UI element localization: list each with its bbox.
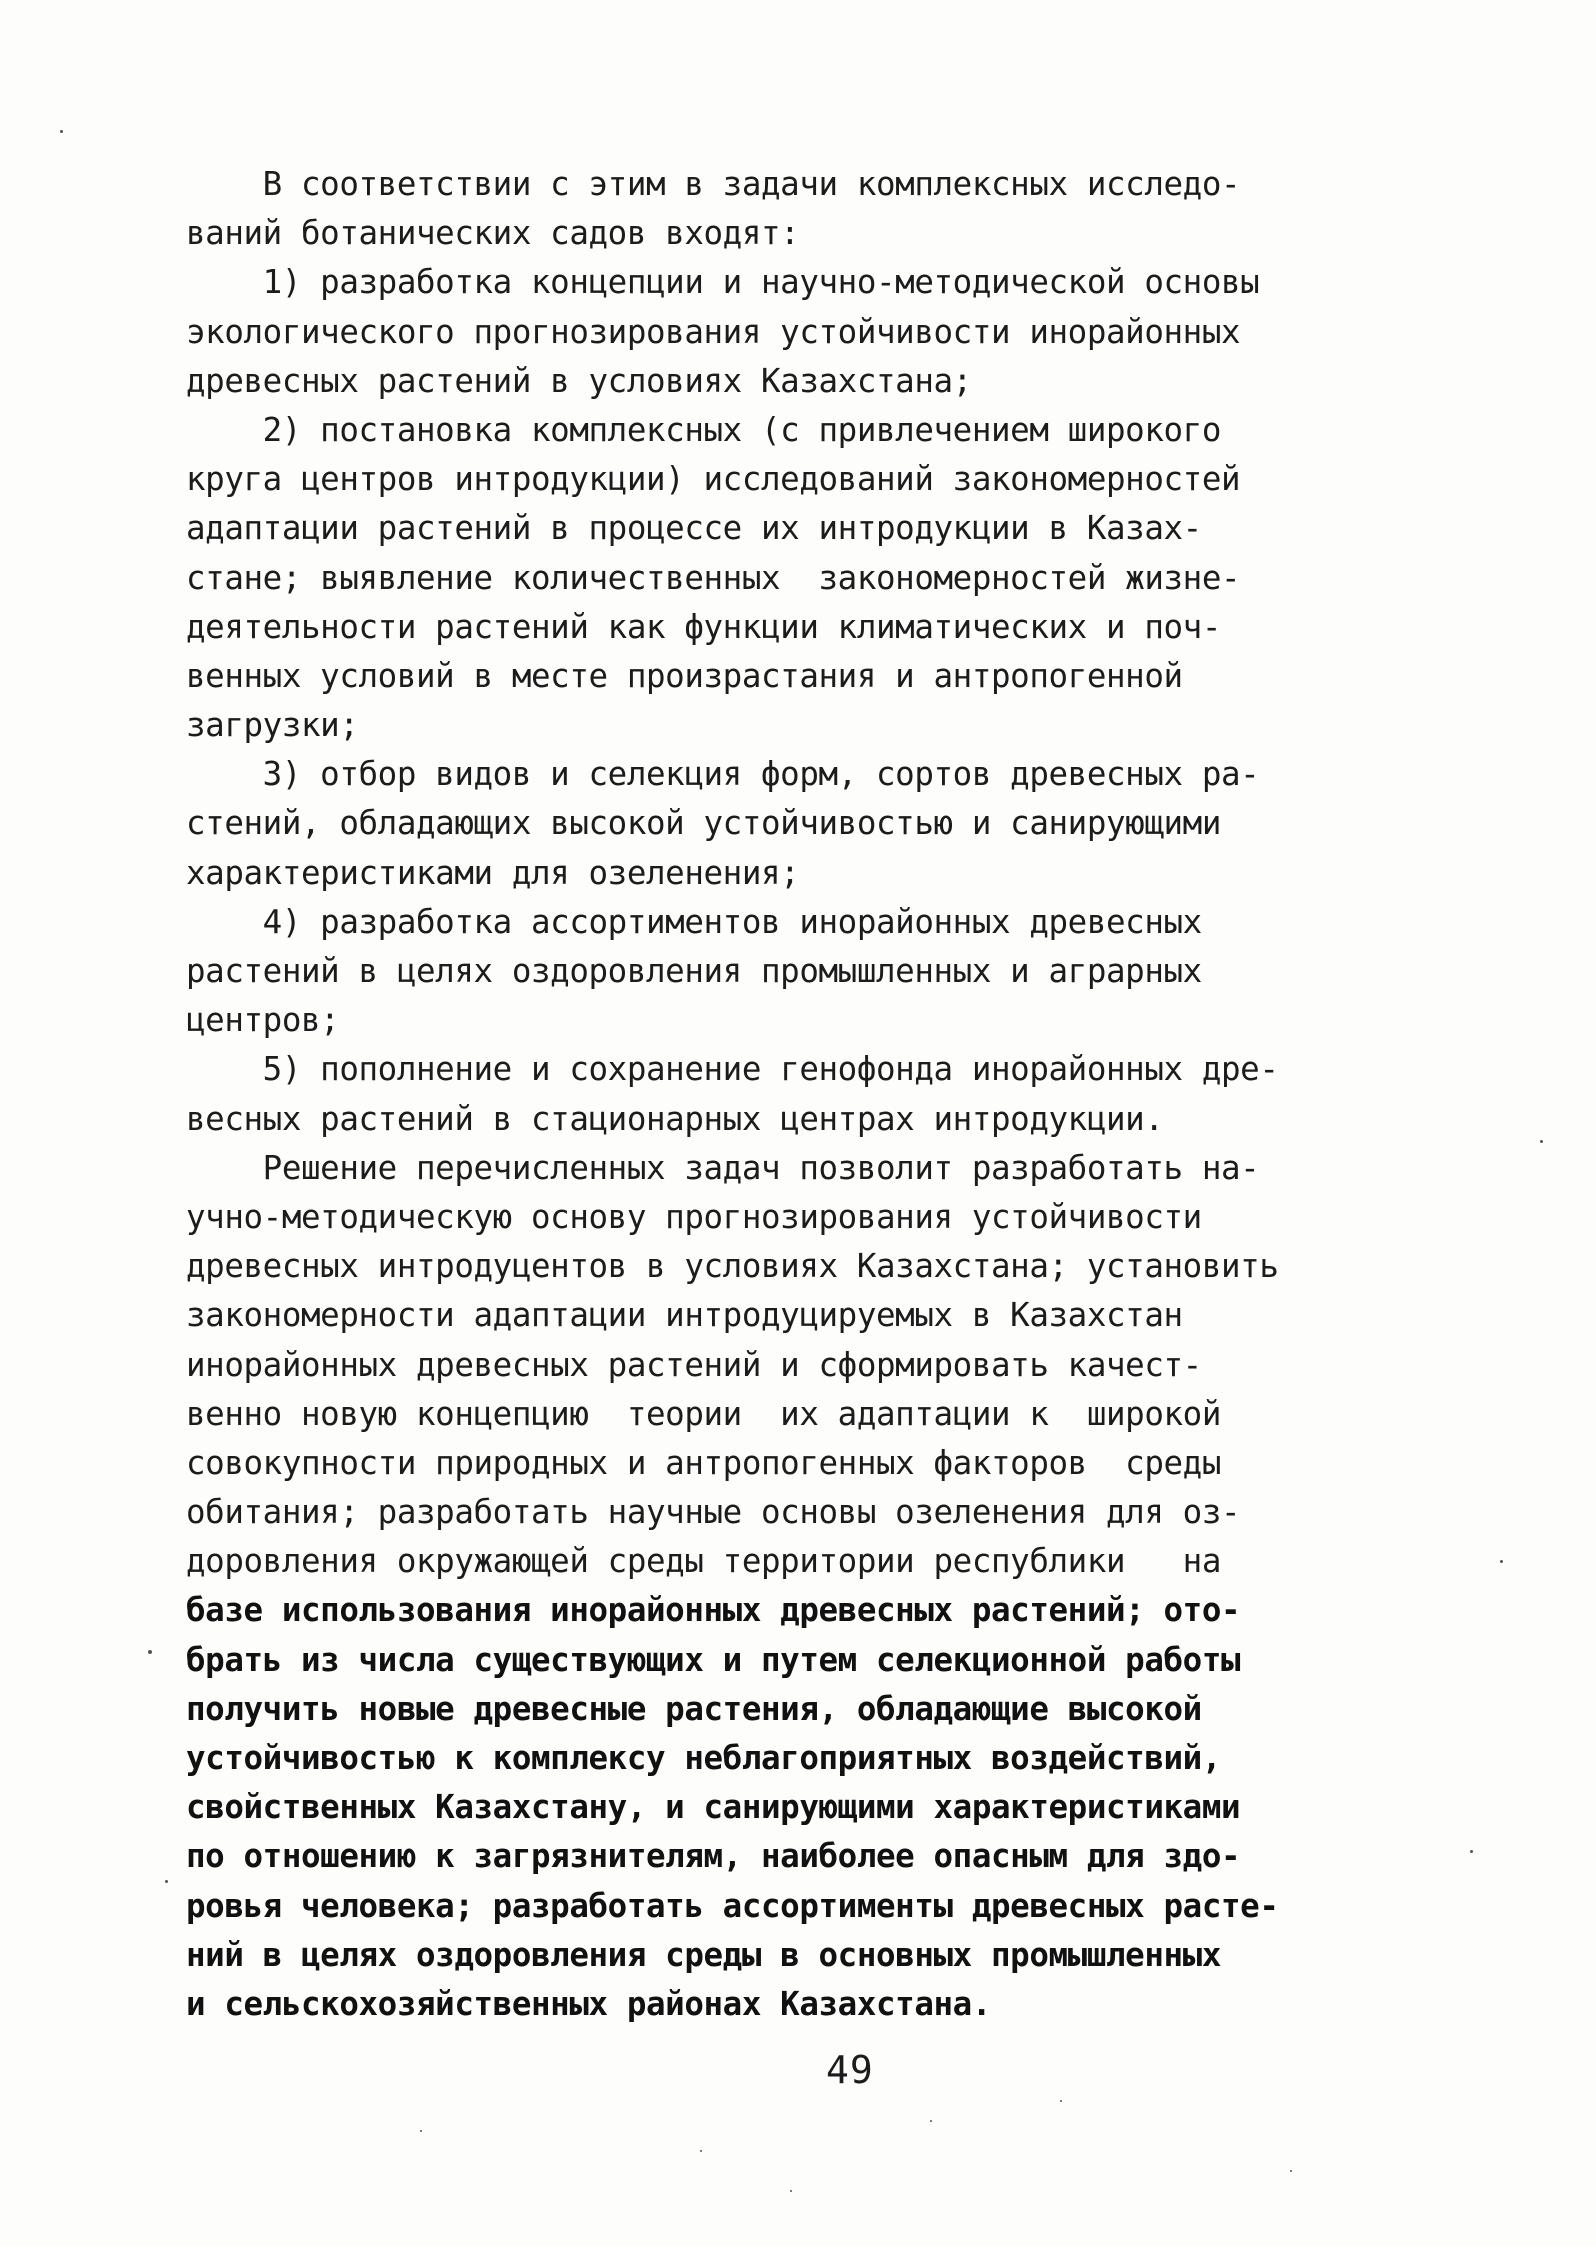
text-line: и сельскохозяйственных районах Казахстана. (186, 1984, 991, 2023)
scan-speck (148, 1650, 152, 1654)
body-text (186, 160, 1516, 2029)
text-line: круга центров интродукции) исследований закономерностей (186, 460, 1241, 499)
text-line: 4) разработка ассортиментов инорайонных древесных (186, 902, 1202, 941)
scan-speck (420, 2130, 422, 2132)
text-line: учно-методическую основу прогнозирования устойчивости (186, 1197, 1202, 1236)
text-line: древесных интродуцентов в условиях Казахстана; установить (186, 1247, 1279, 1286)
text-line: 1) разработка концепции и научно-методической основы (186, 263, 1260, 302)
text-line: адаптации растений в процессе их интродукции в Казах- (186, 509, 1202, 548)
text-line: обитания; разработать научные основы озеленения для оз- (186, 1493, 1241, 1532)
scan-speck (60, 130, 63, 133)
text-line: стане; выявление количественных закономерностей жизне- (186, 558, 1241, 597)
scan-speck (1060, 2100, 1062, 2102)
text-line: совокупности природных и антропогенных факторов среды (186, 1443, 1221, 1482)
text-line: стений, обладающих высокой устойчивостью и санирующими (186, 804, 1221, 843)
text-line: устойчивостью к комплексу неблагоприятных воздействий, (186, 1739, 1221, 1777)
text-line: доровления окружающей среды территории республики на (186, 1542, 1221, 1581)
text-line: ваний ботанических садов входят: (186, 214, 800, 253)
scan-speck (1470, 1850, 1473, 1853)
scan-speck (1500, 1560, 1503, 1563)
scan-speck (930, 2120, 932, 2122)
text-line: ровья человека; разработать ассортименты древесных расте- (186, 1886, 1279, 1925)
text-line: закономерности адаптации интродуцируемых в Казахстан (186, 1296, 1183, 1335)
text-line: по отношению к загрязнителям, наиболее опасным для здо- (186, 1837, 1241, 1876)
text-line: 3) отбор видов и селекция форм, сортов древесных ра- (186, 755, 1260, 794)
text-line: центров; (186, 1001, 340, 1040)
text-line: свойственных Казахстану, и санирующими характеристиками (186, 1788, 1241, 1827)
text-line: В соответствии с этим в задачи комплексных исследо- (186, 165, 1241, 203)
scan-speck (700, 2150, 702, 2152)
text-line: инорайонных древесных растений и сформировать качест- (186, 1345, 1202, 1384)
text-line: венных условий в месте произрастания и антропогенной (186, 656, 1183, 695)
text-line: весных растений в стационарных центрах интродукции. (186, 1099, 1164, 1138)
scan-speck (1540, 1140, 1543, 1143)
scan-speck (790, 2190, 792, 2192)
text-line: венно новую концепцию теории их адаптации к широкой (186, 1394, 1221, 1433)
text-line: древесных растений в условиях Казахстана; (186, 361, 972, 400)
text-line: экологического прогнозирования устойчивости инорайонных (186, 312, 1241, 351)
text-line: брать из числа существующих и путем селекционной работы (186, 1640, 1241, 1679)
text-line: растений в целях оздоровления промышленных и аграрных (186, 952, 1202, 990)
text-line: 2) постановка комплексных (с привлечением широкого (186, 410, 1221, 449)
text-line: характеристиками для озеленения; (186, 853, 800, 892)
text-line: 5) пополнение и сохранение генофонда инорайонных дре- (186, 1050, 1279, 1089)
scan-speck (165, 1880, 168, 1883)
page-number: 49 (826, 2048, 874, 2092)
text-line: ний в целях оздоровления среды в основных промышленных (186, 1935, 1221, 1974)
text-line: получить новые древесные растения, обладающие высокой (186, 1689, 1202, 1728)
text-line: базе использования инорайонных древесных растений; ото- (186, 1591, 1241, 1630)
scan-speck (1290, 2170, 1292, 2172)
text-line: деятельности растений как функции климатических и поч- (186, 607, 1221, 646)
text-line: загрузки; (186, 706, 359, 745)
text-line: Решение перечисленных задач позволит разработать на- (186, 1148, 1260, 1187)
